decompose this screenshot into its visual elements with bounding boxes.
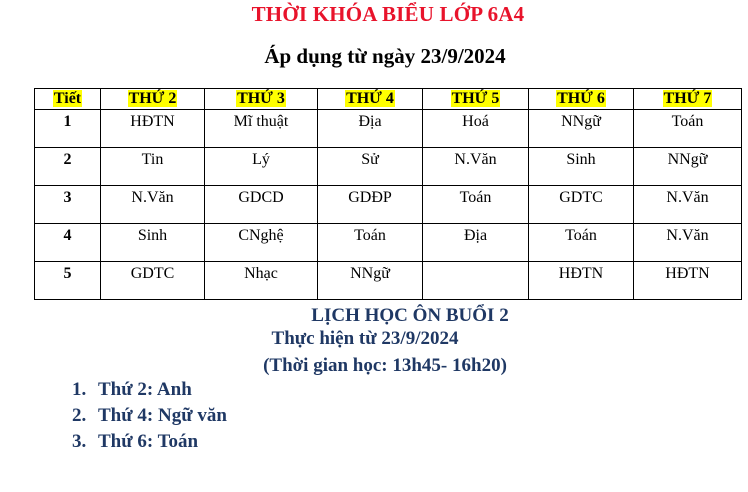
subject-cell: N.Văn (634, 224, 742, 262)
subject-cell: Toán (529, 224, 634, 262)
table-row (35, 262, 742, 300)
list-item (72, 377, 227, 403)
timetable-header-row (35, 89, 742, 110)
subject-cell: Toán (634, 110, 742, 148)
subject-cell: NNgữ (318, 262, 423, 300)
header-friday: THỨ 6 (529, 89, 634, 110)
period-cell: 1 (35, 110, 101, 148)
subject-cell: N.Văn (423, 148, 529, 186)
subject-cell: Lý (205, 148, 318, 186)
table-row (35, 186, 742, 224)
page-subtitle: Áp dụng từ ngày 23/9/2024 (264, 44, 506, 68)
period-cell: 5 (35, 262, 101, 300)
subject-cell: HĐTN (101, 110, 205, 148)
subject-cell: GDTC (101, 262, 205, 300)
period-cell: 2 (35, 148, 101, 186)
header-tuesday: THỨ 3 (205, 89, 318, 110)
subject-cell: N.Văn (101, 186, 205, 224)
subject-cell: GDTC (529, 186, 634, 224)
subject-cell: Địa (423, 224, 529, 262)
session2-list (72, 377, 227, 455)
subject-cell: Sinh (101, 224, 205, 262)
subject-cell: Toán (318, 224, 423, 262)
list-item-text: Thứ 2: Anh (98, 379, 192, 400)
subject-cell: Sinh (529, 148, 634, 186)
session2-time: (Thời gian học: 13h45- 16h20) (263, 355, 507, 376)
list-item (72, 429, 227, 455)
page-title: THỜI KHÓA BIỂU LỚP 6A4 (251, 2, 525, 26)
list-item-number: 2. (72, 405, 87, 426)
header-thursday: THỨ 5 (423, 89, 529, 110)
subject-cell: GDĐP (318, 186, 423, 224)
header-period: Tiết (35, 89, 101, 110)
list-item-text: Thứ 4: Ngữ văn (98, 405, 227, 426)
subject-cell: HĐTN (529, 262, 634, 300)
table-row (35, 110, 742, 148)
list-item-number: 1. (72, 379, 87, 400)
subject-cell: GDCD (205, 186, 318, 224)
header-wednesday: THỨ 4 (318, 89, 423, 110)
subject-cell: Sử (318, 148, 423, 186)
period-cell: 3 (35, 186, 101, 224)
table-row (35, 224, 742, 262)
table-row (35, 148, 742, 186)
session2-date: Thực hiện từ 23/9/2024 (271, 328, 459, 349)
subject-cell: HĐTN (634, 262, 742, 300)
subject-cell: NNgữ (529, 110, 634, 148)
period-cell: 4 (35, 224, 101, 262)
session2-title: LỊCH HỌC ÔN BUỔI 2 (311, 305, 509, 326)
subject-cell: Nhạc (205, 262, 318, 300)
subject-cell: NNgữ (634, 148, 742, 186)
subject-cell: Tin (101, 148, 205, 186)
subject-cell: CNghệ (205, 224, 318, 262)
header-saturday: THỨ 7 (634, 89, 742, 110)
subject-cell: Toán (423, 186, 529, 224)
subject-cell: Hoá (423, 110, 529, 148)
subject-cell: Mĩ thuật (205, 110, 318, 148)
timetable (34, 88, 742, 300)
list-item (72, 403, 227, 429)
list-item-text: Thứ 6: Toán (98, 431, 199, 452)
header-monday: THỨ 2 (101, 89, 205, 110)
subject-cell: Địa (318, 110, 423, 148)
list-item-number: 3. (72, 431, 87, 452)
subject-cell (423, 262, 529, 300)
subject-cell: N.Văn (634, 186, 742, 224)
